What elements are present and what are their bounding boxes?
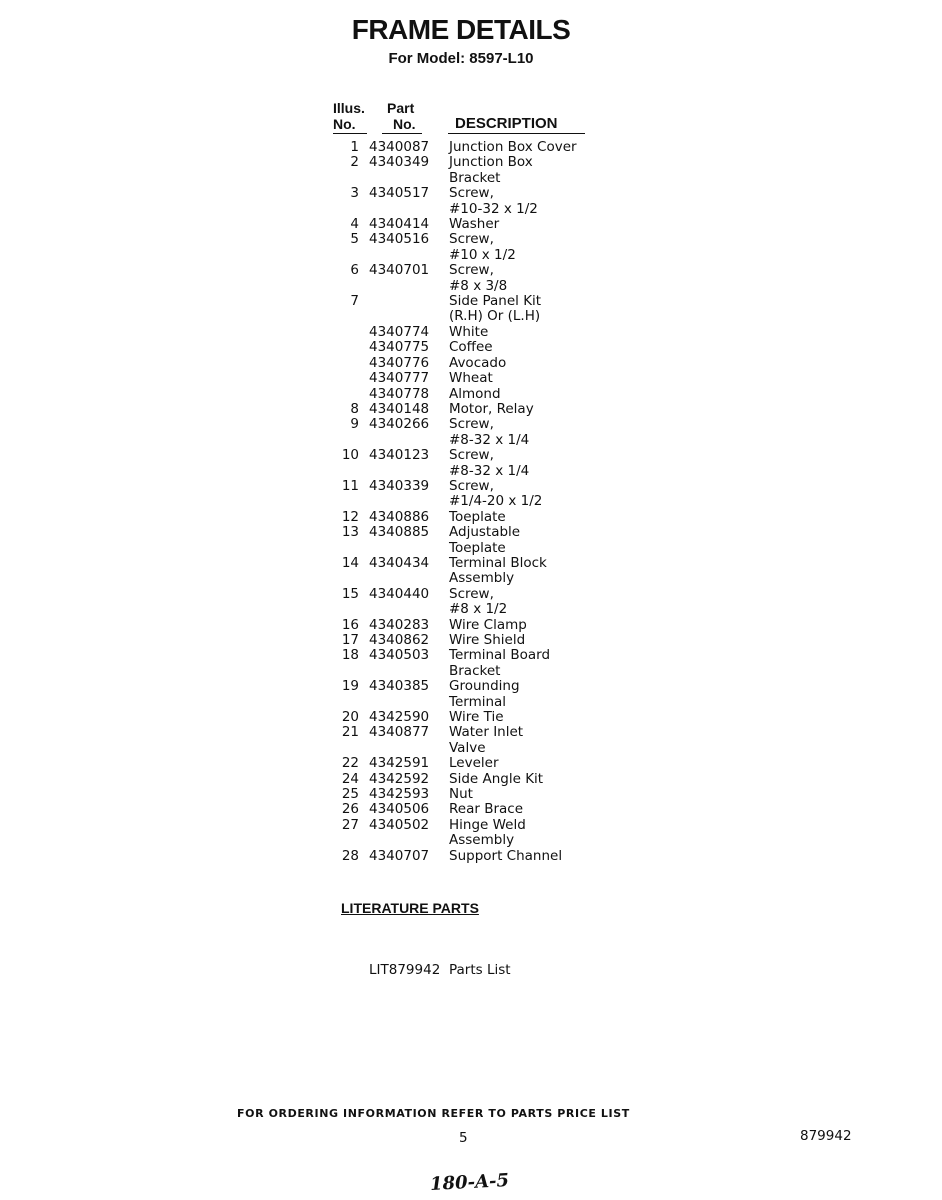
- table-row: [325, 417, 625, 448]
- description-header-rule: [448, 133, 585, 134]
- description-line: Almond: [449, 385, 501, 402]
- illus-number: 6: [350, 262, 359, 279]
- illus-number: 7: [350, 293, 359, 310]
- description-line: White: [449, 323, 489, 340]
- part-number: 4340087: [369, 139, 430, 155]
- part-number: 4340877: [369, 724, 430, 741]
- description-line: Screw,: [449, 447, 494, 464]
- table-row: [325, 633, 625, 648]
- page-title: FRAME DETAILS: [351, 14, 571, 45]
- part-number: 4340778: [369, 385, 430, 402]
- literature-parts-heading: LITERATURE PARTS: [341, 900, 479, 916]
- table-row: [325, 140, 625, 155]
- part-number: 4340148: [369, 400, 430, 417]
- description-line: Avocado: [449, 354, 507, 371]
- part-description: [433, 710, 625, 725]
- part-description: [433, 232, 625, 263]
- illus-number: 25: [341, 786, 359, 803]
- table-row: [325, 371, 625, 386]
- description-line: Wheat: [449, 370, 493, 387]
- part-number: 4340774: [369, 323, 430, 340]
- table-row: [325, 155, 625, 186]
- description-line: Terminal Board: [449, 647, 551, 664]
- illus-number: 13: [341, 524, 359, 541]
- part-number: 4340707: [369, 847, 430, 864]
- table-row: [325, 587, 625, 618]
- table-row: [325, 217, 625, 232]
- part-number: 4342592: [369, 770, 430, 787]
- description-line: Bracket: [449, 662, 501, 679]
- part-description: [433, 448, 625, 479]
- description-line: Screw,: [449, 585, 494, 602]
- description-line: Wire Tie: [449, 709, 504, 726]
- part-description: [433, 387, 625, 402]
- table-row: [325, 232, 625, 263]
- part-description: [433, 756, 625, 771]
- part-description: [433, 263, 625, 294]
- description-header: DESCRIPTION: [455, 115, 558, 132]
- part-number: 4340349: [369, 154, 430, 171]
- part-description: [433, 587, 625, 618]
- illus-number: 24: [341, 770, 359, 787]
- illus-number: 20: [341, 709, 359, 726]
- part-number: 4340777: [369, 370, 430, 387]
- part-description: [433, 294, 625, 325]
- part-number: 4340503: [369, 647, 430, 664]
- part-description: [433, 155, 625, 186]
- part-number: 4340701: [369, 262, 430, 279]
- description-line: Terminal Block: [449, 554, 547, 571]
- description-line: Bracket: [449, 169, 501, 186]
- description-line: Screw,: [449, 185, 494, 202]
- part-no-header: [387, 100, 416, 132]
- table-row: [325, 340, 625, 355]
- illus-number: 15: [341, 585, 359, 602]
- description-line: Motor, Relay: [449, 400, 534, 417]
- part-description: [433, 556, 625, 587]
- handwritten-note: 180-A-5: [429, 1169, 510, 1196]
- part-number: 4342591: [369, 755, 430, 772]
- part-number: 4342590: [369, 709, 430, 726]
- illus-number: 18: [341, 647, 359, 664]
- part-description: [433, 802, 625, 817]
- description-line: Nut: [449, 786, 473, 803]
- part-description: [433, 772, 625, 787]
- part-description: [433, 818, 625, 849]
- description-line: Assembly: [449, 832, 515, 849]
- part-number: 4340440: [369, 585, 430, 602]
- description-line: Toeplate: [449, 539, 506, 556]
- parts-table: [325, 140, 625, 864]
- part-number: 4340775: [369, 339, 430, 356]
- part-header-line2: No.: [393, 116, 416, 132]
- table-row: [325, 679, 625, 710]
- table-row: [325, 356, 625, 371]
- table-row: [325, 756, 625, 771]
- table-row: [325, 387, 625, 402]
- document-number: 879942: [800, 1128, 852, 1144]
- description-line: Toeplate: [449, 508, 506, 525]
- description-line: #8-32 x 1/4: [449, 462, 530, 479]
- description-line: Side Angle Kit: [449, 770, 544, 787]
- part-description: [433, 479, 625, 510]
- part-number: 4340434: [369, 554, 430, 571]
- description-line: Washer: [449, 216, 500, 233]
- table-row: [325, 510, 625, 525]
- table-row: [325, 849, 625, 864]
- illus-number: 5: [350, 231, 359, 248]
- description-line: Side Panel Kit: [449, 293, 542, 310]
- part-number: 4340283: [369, 616, 430, 633]
- part-number: 4340516: [369, 231, 430, 248]
- illus-number: 19: [341, 678, 359, 695]
- description-line: Valve: [449, 739, 486, 756]
- table-row: [325, 725, 625, 756]
- part-description: [433, 648, 625, 679]
- part-description: [433, 725, 625, 756]
- description-line: #8 x 3/8: [449, 277, 508, 294]
- literature-part-number: LIT879942: [369, 962, 441, 978]
- part-description: [433, 633, 625, 648]
- description-line: Junction Box: [449, 154, 533, 171]
- table-row: [325, 479, 625, 510]
- part-description: [433, 356, 625, 371]
- part-description: [433, 140, 625, 155]
- illus-number: 14: [341, 554, 359, 571]
- description-line: Screw,: [449, 262, 494, 279]
- description-line: Grounding: [449, 678, 520, 695]
- illus-number: 8: [350, 400, 359, 417]
- description-line: #10-32 x 1/2: [449, 200, 538, 217]
- table-row: [325, 772, 625, 787]
- description-line: Assembly: [449, 570, 515, 587]
- table-row: [325, 618, 625, 633]
- part-number: 4340123: [369, 447, 430, 464]
- description-line: Coffee: [449, 339, 493, 356]
- illus-number: 28: [341, 847, 359, 864]
- description-line: Screw,: [449, 231, 494, 248]
- illus-header-line2: No.: [333, 116, 356, 132]
- part-number: 4340885: [369, 524, 430, 541]
- part-header-line1: Part: [387, 100, 415, 116]
- illus-number: 26: [341, 801, 359, 818]
- part-number: 4340502: [369, 816, 430, 833]
- table-row: [325, 710, 625, 725]
- part-header-rule: [382, 133, 422, 134]
- part-number: 4340517: [369, 185, 430, 202]
- part-description: [433, 510, 625, 525]
- part-number: 4340266: [369, 416, 430, 433]
- table-row: [325, 263, 625, 294]
- description-line: #8 x 1/2: [449, 601, 508, 618]
- part-description: [433, 849, 625, 864]
- illus-number: 9: [350, 416, 359, 433]
- description-line: Leveler: [449, 755, 499, 772]
- part-description: [433, 186, 625, 217]
- description-line: Screw,: [449, 477, 494, 494]
- part-description: [433, 217, 625, 232]
- illus-no-header: [333, 100, 365, 132]
- description-line: #1/4-20 x 1/2: [449, 493, 543, 510]
- illus-number: 10: [341, 447, 359, 464]
- description-line: #10 x 1/2: [449, 246, 516, 263]
- part-description: [433, 787, 625, 802]
- part-description: [433, 325, 625, 340]
- table-row: [325, 402, 625, 417]
- description-line: #8-32 x 1/4: [449, 431, 530, 448]
- table-row: [325, 787, 625, 802]
- illus-number: 11: [341, 477, 359, 494]
- table-row: [325, 325, 625, 340]
- description-line: Screw,: [449, 416, 494, 433]
- description-line: Adjustable: [449, 524, 521, 541]
- table-row: [325, 186, 625, 217]
- part-number: 4340385: [369, 678, 430, 695]
- table-row: [325, 294, 625, 325]
- part-number: 4340862: [369, 632, 430, 648]
- ordering-note: FOR ORDERING INFORMATION REFER TO PARTS PRICE LIST: [237, 1107, 630, 1120]
- description-line: Hinge Weld: [449, 816, 526, 833]
- literature-row: [369, 962, 511, 978]
- table-row: [325, 448, 625, 479]
- description-line: Rear Brace: [449, 801, 524, 818]
- illus-number: 2: [350, 154, 359, 171]
- illus-number: 21: [341, 724, 359, 741]
- part-description: [433, 679, 625, 710]
- description-line: Support Channel: [449, 847, 563, 864]
- table-row: [325, 648, 625, 679]
- part-number: 4340414: [369, 216, 430, 233]
- table-row: [325, 556, 625, 587]
- part-number: 4340776: [369, 354, 430, 371]
- part-description: [433, 340, 625, 355]
- table-row: [325, 818, 625, 849]
- part-number: 4342593: [369, 786, 430, 803]
- table-row: [325, 525, 625, 556]
- part-description: [433, 371, 625, 386]
- part-description: [433, 525, 625, 556]
- literature-description: Parts List: [449, 962, 511, 978]
- part-description: [433, 618, 625, 633]
- description-line: Water Inlet: [449, 724, 524, 741]
- part-number: 4340886: [369, 508, 430, 525]
- table-row: [325, 802, 625, 817]
- description-line: Wire Shield: [449, 632, 526, 648]
- model-subtitle: For Model: 8597-L10: [388, 50, 534, 67]
- part-number: 4340339: [369, 477, 430, 494]
- illus-number: 1: [350, 139, 359, 155]
- part-description: [433, 402, 625, 417]
- illus-number: 27: [341, 816, 359, 833]
- illus-number: 12: [341, 508, 359, 525]
- illus-number: 4: [350, 216, 359, 233]
- description-line: Terminal: [449, 693, 507, 710]
- description-line: Junction Box Cover: [449, 139, 577, 155]
- page-number: 5: [459, 1130, 468, 1146]
- illus-number: 3: [350, 185, 359, 202]
- illus-number: 17: [341, 632, 359, 648]
- description-line: Wire Clamp: [449, 616, 527, 633]
- illus-header-rule: [333, 133, 367, 134]
- illus-number: 22: [341, 755, 359, 772]
- illus-number: 16: [341, 616, 359, 633]
- illus-header-line1: Illus.: [333, 100, 365, 116]
- part-number: 4340506: [369, 801, 430, 818]
- part-description: [433, 417, 625, 448]
- description-line: (R.H) Or (L.H): [449, 308, 541, 325]
